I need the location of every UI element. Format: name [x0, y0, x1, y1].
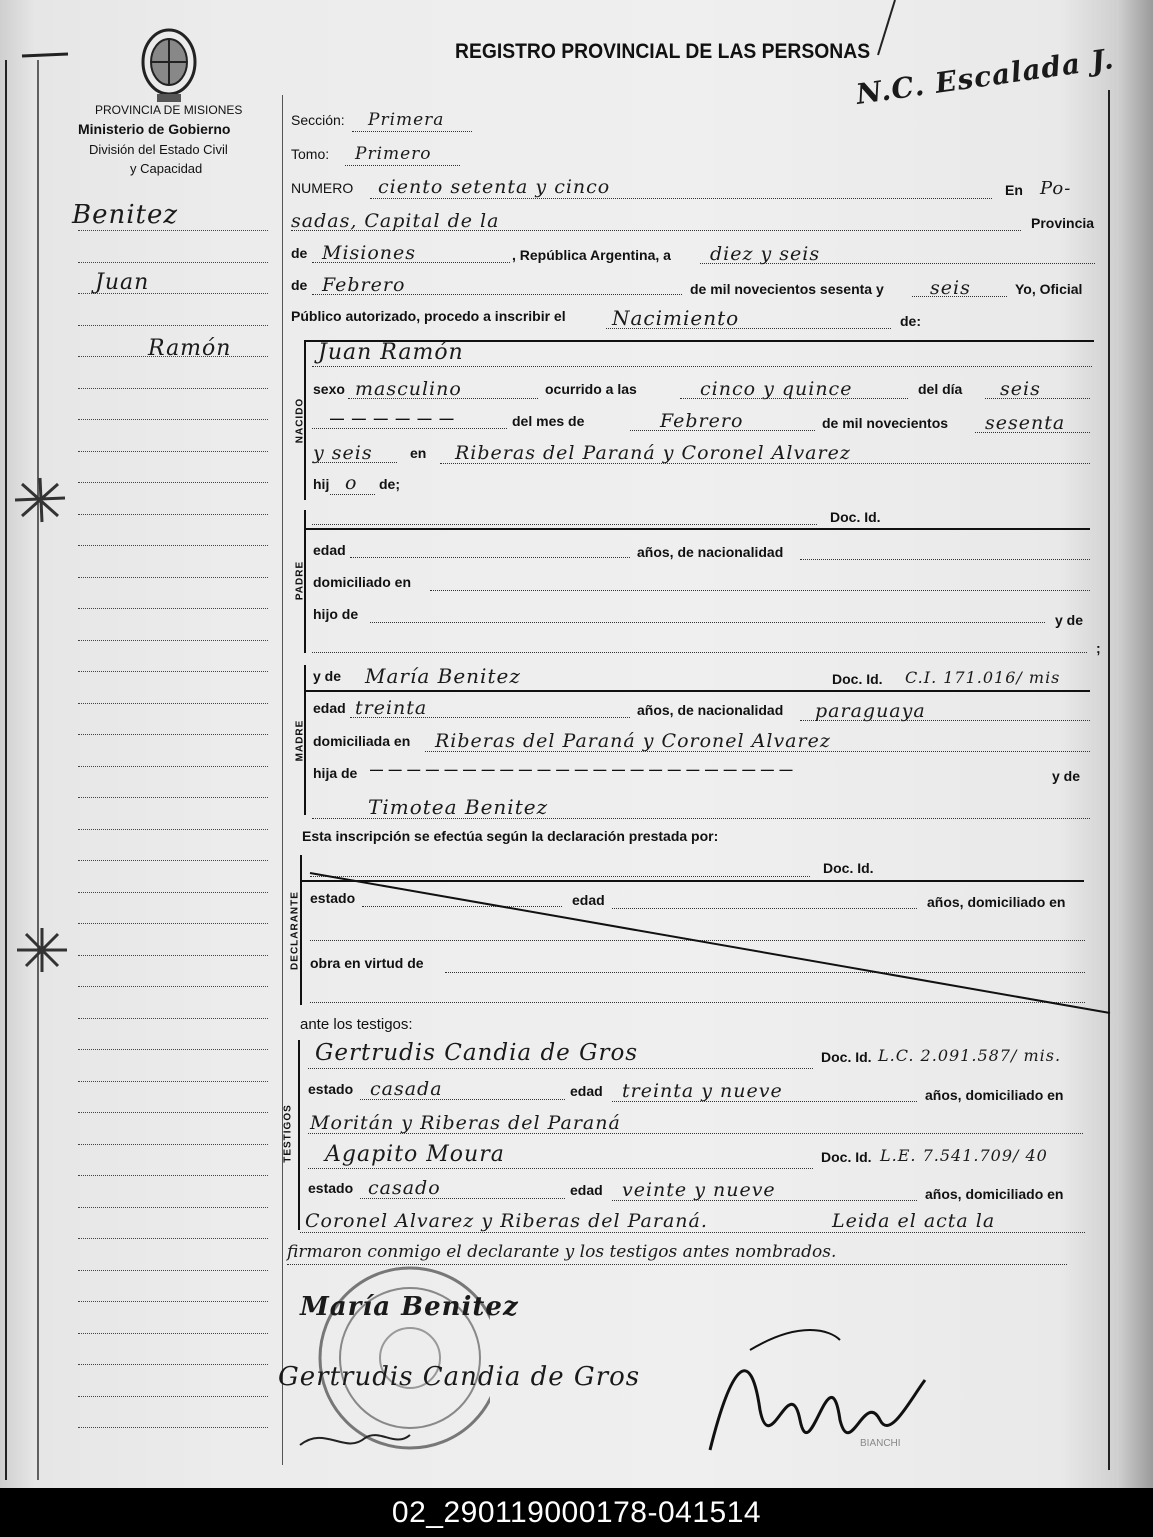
registrar-stamp: N.C. Escalada J.	[853, 42, 1117, 111]
padre-hijo-label: hijo de	[313, 606, 359, 622]
publico-label: Público autorizado, procedo a inscribir el	[291, 308, 566, 324]
ledger-line	[78, 388, 268, 389]
testigo2-nombre: Agapito Moura	[325, 1142, 505, 1167]
mil-label-nacido: de mil novecientos	[822, 415, 949, 431]
dia-nacimiento: seis	[1000, 378, 1041, 400]
padre-y-de: y de	[1055, 612, 1084, 628]
testigo2-estado-label: estado	[308, 1180, 354, 1196]
hij-de-label: de;	[379, 476, 400, 492]
ledger-line	[78, 671, 268, 672]
margin-surname: Benitez	[72, 200, 179, 230]
ledger-line	[78, 860, 268, 861]
madre-nac-label: años, de nacionalidad	[637, 702, 784, 718]
testigo2-edad-label: edad	[570, 1182, 603, 1198]
binding-line	[0, 60, 40, 1480]
ledger-line	[78, 797, 268, 798]
mes-nacimiento: Febrero	[660, 410, 744, 432]
margin-second-name: Ramón	[148, 336, 232, 361]
cancel-strike-line	[305, 868, 1115, 1018]
testigo1-estado-label: estado	[308, 1081, 354, 1097]
nacido-nombre: Juan Ramón	[318, 340, 464, 365]
hora-value: cinco y quince	[700, 378, 853, 400]
hij-label: hij	[313, 476, 330, 492]
testigo1-doc: L.C. 2.091.587/ mis.	[878, 1046, 1062, 1065]
ledger-line	[78, 923, 268, 924]
madre-domicilio: Riberas del Paraná y Coronel Alvarez	[435, 730, 831, 752]
ledger-line	[78, 734, 268, 735]
anio-b: y seis	[313, 442, 373, 464]
ledger-line	[78, 608, 268, 609]
ledger-line	[78, 419, 268, 420]
madre-hija-dash: — — — — — — — — — — — — — — — — — — — — — — —	[370, 762, 794, 777]
ledger-line	[78, 955, 268, 956]
ledger-line	[78, 545, 268, 546]
en-label: En	[1005, 182, 1023, 198]
margin-first-name: Juan	[95, 270, 150, 295]
anio-a: sesenta	[985, 412, 1066, 434]
en-nacido-label: en	[410, 445, 427, 461]
padre-doc-label: Doc. Id.	[830, 509, 881, 525]
ledger-line	[78, 1207, 268, 1208]
declarante-doc-label: Doc. Id.	[823, 860, 874, 876]
ledger-line	[78, 230, 268, 231]
mil-label: de mil novecientos sesenta y	[690, 281, 884, 297]
official-signature-icon	[690, 1310, 950, 1480]
declarante-edad-label: edad	[572, 892, 605, 908]
padre-section-label: PADRE	[294, 560, 306, 601]
testigo2-domicilio: Coronel Alvarez y Riberas del Paraná.	[305, 1210, 708, 1232]
madre-hija-label: hija de	[313, 765, 358, 781]
provincia-value: Misiones	[322, 242, 417, 264]
testigo2-dom-label: años, domiciliado en	[925, 1186, 1064, 1202]
crest-capacity: y Capacidad	[130, 161, 203, 176]
del-dia-label: del día	[918, 381, 963, 397]
seccion-value: Primera	[368, 110, 445, 130]
place-part-b: sadas, Capital de la	[291, 210, 500, 232]
oficial-label: Yo, Oficial	[1015, 281, 1083, 297]
ledger-line	[78, 262, 268, 263]
leida-text: Leida el acta la	[832, 1210, 996, 1232]
madre-doc-label: Doc. Id.	[832, 671, 883, 687]
ledger-line	[78, 1396, 268, 1397]
ledger-line	[78, 640, 268, 641]
acto-value: Nacimiento	[612, 306, 740, 330]
dia-dash: — — — — — —	[330, 410, 456, 426]
madre-dom-label: domiciliada en	[313, 733, 411, 749]
dia-value: diez y seis	[710, 243, 821, 265]
testigos-bracket	[298, 1040, 300, 1230]
ledger-line	[78, 1049, 268, 1050]
ledger-line	[78, 1144, 268, 1145]
ledger-line	[78, 986, 268, 987]
republica-label: , República Argentina, a	[512, 247, 671, 263]
image-id-footer: 02_290119000178-041514	[0, 1488, 1153, 1537]
ledger-line	[78, 1427, 268, 1428]
ledger-line	[78, 451, 268, 452]
testigo1-dom-label: años, domiciliado en	[925, 1087, 1064, 1103]
signature-testigo1: Gertrudis Candia de Gros	[278, 1362, 641, 1392]
ledger-line	[78, 1018, 268, 1019]
ledger-line	[78, 1270, 268, 1271]
staple-icon	[10, 470, 70, 530]
ledger-line	[78, 766, 268, 767]
staple-icon	[12, 920, 72, 980]
madre-edad: treinta	[355, 697, 428, 719]
crest-province: PROVINCIA DE MISIONES	[95, 103, 243, 117]
coat-of-arms-icon	[135, 22, 203, 104]
testigo1-edad: treinta y nueve	[622, 1080, 783, 1102]
madre-section-label: MADRE	[294, 719, 306, 762]
ledger-line	[78, 514, 268, 515]
binding-margin	[0, 60, 40, 1480]
padre-semicolon: ;	[1096, 640, 1101, 656]
ledger-line	[78, 1175, 268, 1176]
ledger-line	[78, 1112, 268, 1113]
padre-dom-label: domiciliado en	[313, 574, 412, 590]
column-divider	[282, 95, 283, 1465]
mes-value: Febrero	[322, 274, 406, 296]
pen-mark-icon	[870, 0, 900, 60]
hij-value: o	[345, 472, 358, 494]
madre-nacionalidad: paraguaya	[815, 700, 926, 722]
numero-value: ciento setenta y cinco	[378, 176, 611, 198]
staple-icon	[20, 40, 70, 70]
declarante-dom-label: años, domiciliado en	[927, 894, 1066, 910]
mes-label: del mes de	[512, 413, 585, 429]
de-colon-label: de:	[900, 313, 921, 329]
ledger-line	[78, 1364, 268, 1365]
padre-edad-label: edad	[313, 542, 346, 558]
testigo2-doc-label: Doc. Id.	[821, 1149, 872, 1165]
madre-nombre: María Benitez	[365, 664, 521, 688]
anio-value: seis	[930, 277, 971, 299]
testigo1-estado: casada	[370, 1078, 443, 1100]
ledger-line	[78, 1333, 268, 1334]
crest-division: División del Estado Civil	[89, 142, 228, 157]
declarante-section-label: DECLARANTE	[289, 891, 301, 970]
testigos-intro: ante los testigos:	[300, 1016, 413, 1033]
testigo1-doc-label: Doc. Id.	[821, 1049, 872, 1065]
declarante-estado-label: estado	[310, 890, 356, 906]
ledger-line	[78, 703, 268, 704]
crest-ministry: Ministerio de Gobierno	[78, 121, 231, 137]
testigos-section-label: TESTIGOS	[282, 1104, 294, 1163]
place-part-a: Po-	[1040, 178, 1072, 199]
signature-testigo2-icon	[295, 1420, 415, 1460]
de-label-2: de	[291, 277, 308, 293]
ledger-line	[78, 1238, 268, 1239]
lugar-nacimiento: Riberas del Paraná y Coronel Alvarez	[455, 442, 851, 464]
abuela-materna: Timotea Benitez	[368, 795, 549, 819]
madre-y-de-label: y de	[313, 668, 342, 684]
ledger-line	[78, 1081, 268, 1082]
firmaron-text: firmaron conmigo el declarante y los testigos antes nombrados.	[287, 1242, 837, 1262]
signature-madre: María Benitez	[300, 1292, 519, 1322]
declarante-obra-label: obra en virtud de	[310, 955, 424, 971]
tomo-label: Tomo:	[291, 146, 330, 162]
testigo2-edad: veinte y nueve	[622, 1179, 776, 1201]
provincia-label: Provincia	[1031, 215, 1095, 231]
padre-nac-label: años, de nacionalidad	[637, 544, 784, 560]
testigo1-domicilio: Moritán y Riberas del Paraná	[310, 1112, 621, 1134]
nacido-section-label: NACIDO	[294, 397, 306, 444]
right-border	[1108, 90, 1110, 1470]
page-title: REGISTRO PROVINCIAL DE LAS PERSONAS	[455, 40, 871, 63]
ledger-line	[78, 482, 268, 483]
madre-doc: C.I. 171.016/ mis	[905, 668, 1061, 687]
declarante-intro: Esta inscripción se efectúa según la declaración prestada por:	[302, 828, 719, 844]
stamp-small-text: BIANCHI	[860, 1438, 901, 1449]
ledger-line	[78, 829, 268, 830]
numero-label: NUMERO	[291, 180, 354, 196]
testigo2-estado: casado	[368, 1177, 441, 1199]
ledger-line	[78, 577, 268, 578]
testigo1-nombre: Gertrudis Candia de Gros	[315, 1040, 639, 1066]
madre-edad-label: edad	[313, 700, 346, 716]
ledger-line	[78, 892, 268, 893]
testigo2-doc: L.E. 7.541.709/ 40	[880, 1146, 1048, 1165]
testigo1-edad-label: edad	[570, 1083, 603, 1099]
de-label: de	[291, 245, 308, 261]
seccion-label: Sección:	[291, 112, 345, 128]
ocurrido-label: ocurrido a las	[545, 381, 637, 397]
tomo-value: Primero	[355, 144, 432, 164]
ledger-line	[78, 1301, 268, 1302]
sexo-value: masculino	[355, 378, 462, 400]
ledger-line	[78, 325, 268, 326]
sexo-label: sexo	[313, 381, 345, 397]
madre-y-de: y de	[1052, 768, 1081, 784]
